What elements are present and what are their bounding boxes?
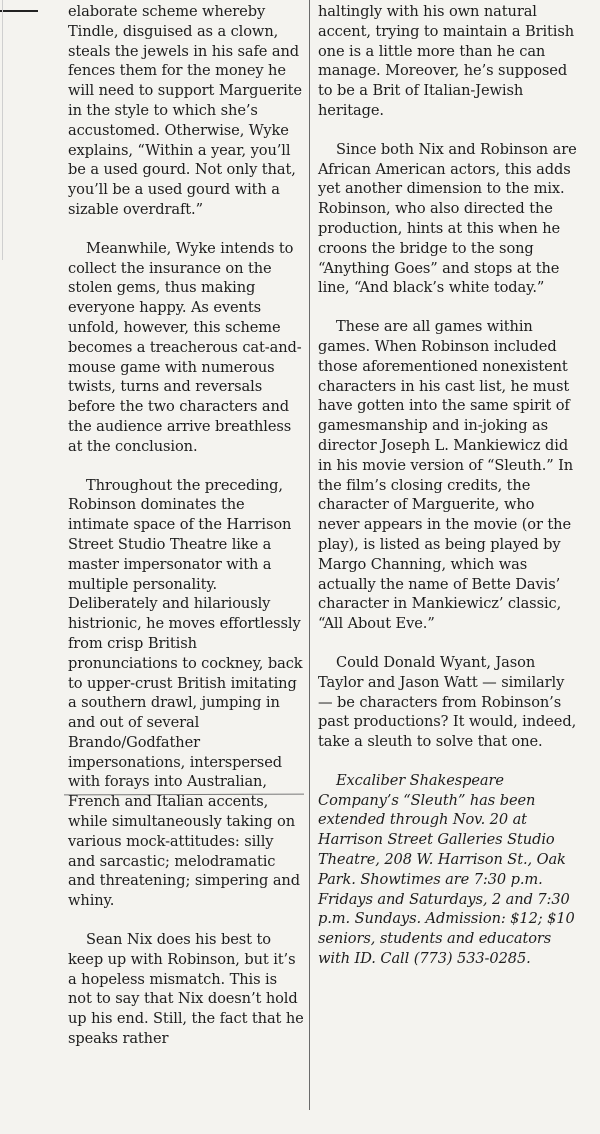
paragraph: These are all games within games. When Robinson included those aforementioned nonexistent characters in his cast list, he must have gotten into the same spirit of gamesmanship and in-joking as director Joseph L. Mankiewicz did in his movie version of “Sleuth.” In the film’s closing credits, the character of Marguerite, who never appears in the movie (or the play), is listed as being played by Margo Channing, which was actually the name of Bette Davis’ character in Mankiewicz’ classic, “All About Eve.” [318, 318, 574, 633]
paragraph: Meanwhile, Wyke intends to collect the insurance on the stolen gems, thus making everyone happy. As events unfold, however, this scheme becomes a treacherous cat-and-mouse game with numerous twists, turns and reversals before the two characters and the audience arrive breathless at the conclusion. [68, 239, 302, 455]
paragraph: haltingly with his own natural accent, trying to maintain a British one is a little more than he can manage. Moreover, he’s supposed to be a Brit of Italian-Jewish heritage. [318, 3, 575, 119]
right-column [318, 2, 580, 988]
paragraph: Sean Nix does his best to keep up with Robinson, but it’s a hopeless mismatch. This is not to say that Nix doesn’t hold up his end. Still, the fact that he speaks rather [68, 931, 304, 1048]
left-column [68, 2, 304, 1068]
paragraph: Could Donald Wyant, Jason Taylor and Jason Watt — similarly — be characters from Robinson’s past productions? It would, indeed, take a sleuth to solve that one. [318, 653, 577, 751]
column-divider [309, 0, 310, 1110]
paragraph: Throughout the preceding, Robinson dominates the intimate space of the Harrison Street Studio Theatre like a master impersonator with a multiple personality. Deliberately and hilariously histrionic, he moves effortlessly from crisp British pronunciations to cockney, back to upper-crust British imitating a southern drawl, jumping in and out of several Brando/Godfather impersonations, interspersed with forays into Australian, French and Italian accents, while simultaneously taking on various mock-attitudes: silly and sarcastic; melodramatic and threatening; simpering and whiny. [68, 476, 303, 910]
paragraph: elaborate scheme whereby Tindle, disguised as a clown, steals the jewels in his safe and fences them for the money he will need to support Marguerite in the style to which she’s accustomed. Otherwise, Wyke explains, “Within a year, you’ll be a used gourd. Not only that, you’ll be a used gourd with a sizable overdraft.” [68, 3, 302, 218]
left-edge-line [2, 0, 3, 260]
paragraph: Since both Nix and Robinson are African American actors, this adds yet another dimension to the mix. Robinson, who also directed the production, hints at this when he croons the bridge to the song “Anything Goes” and stops at the line, “And black’s white today.” [318, 140, 577, 297]
show-info: Excaliber Shakespeare Company’s “Sleuth” has been extended through Nov. 20 at Harrison Street Galleries Studio Theatre, 208 W. Harrison St., Oak Park. Showtimes are 7:30 p.m. Fridays and Saturdays, 2 and 7:30 p.m. Sundays. Admission: $12; $10 seniors, students and educators with ID. Call (773) 533-0285. [318, 771, 575, 968]
top-rule [0, 10, 38, 12]
